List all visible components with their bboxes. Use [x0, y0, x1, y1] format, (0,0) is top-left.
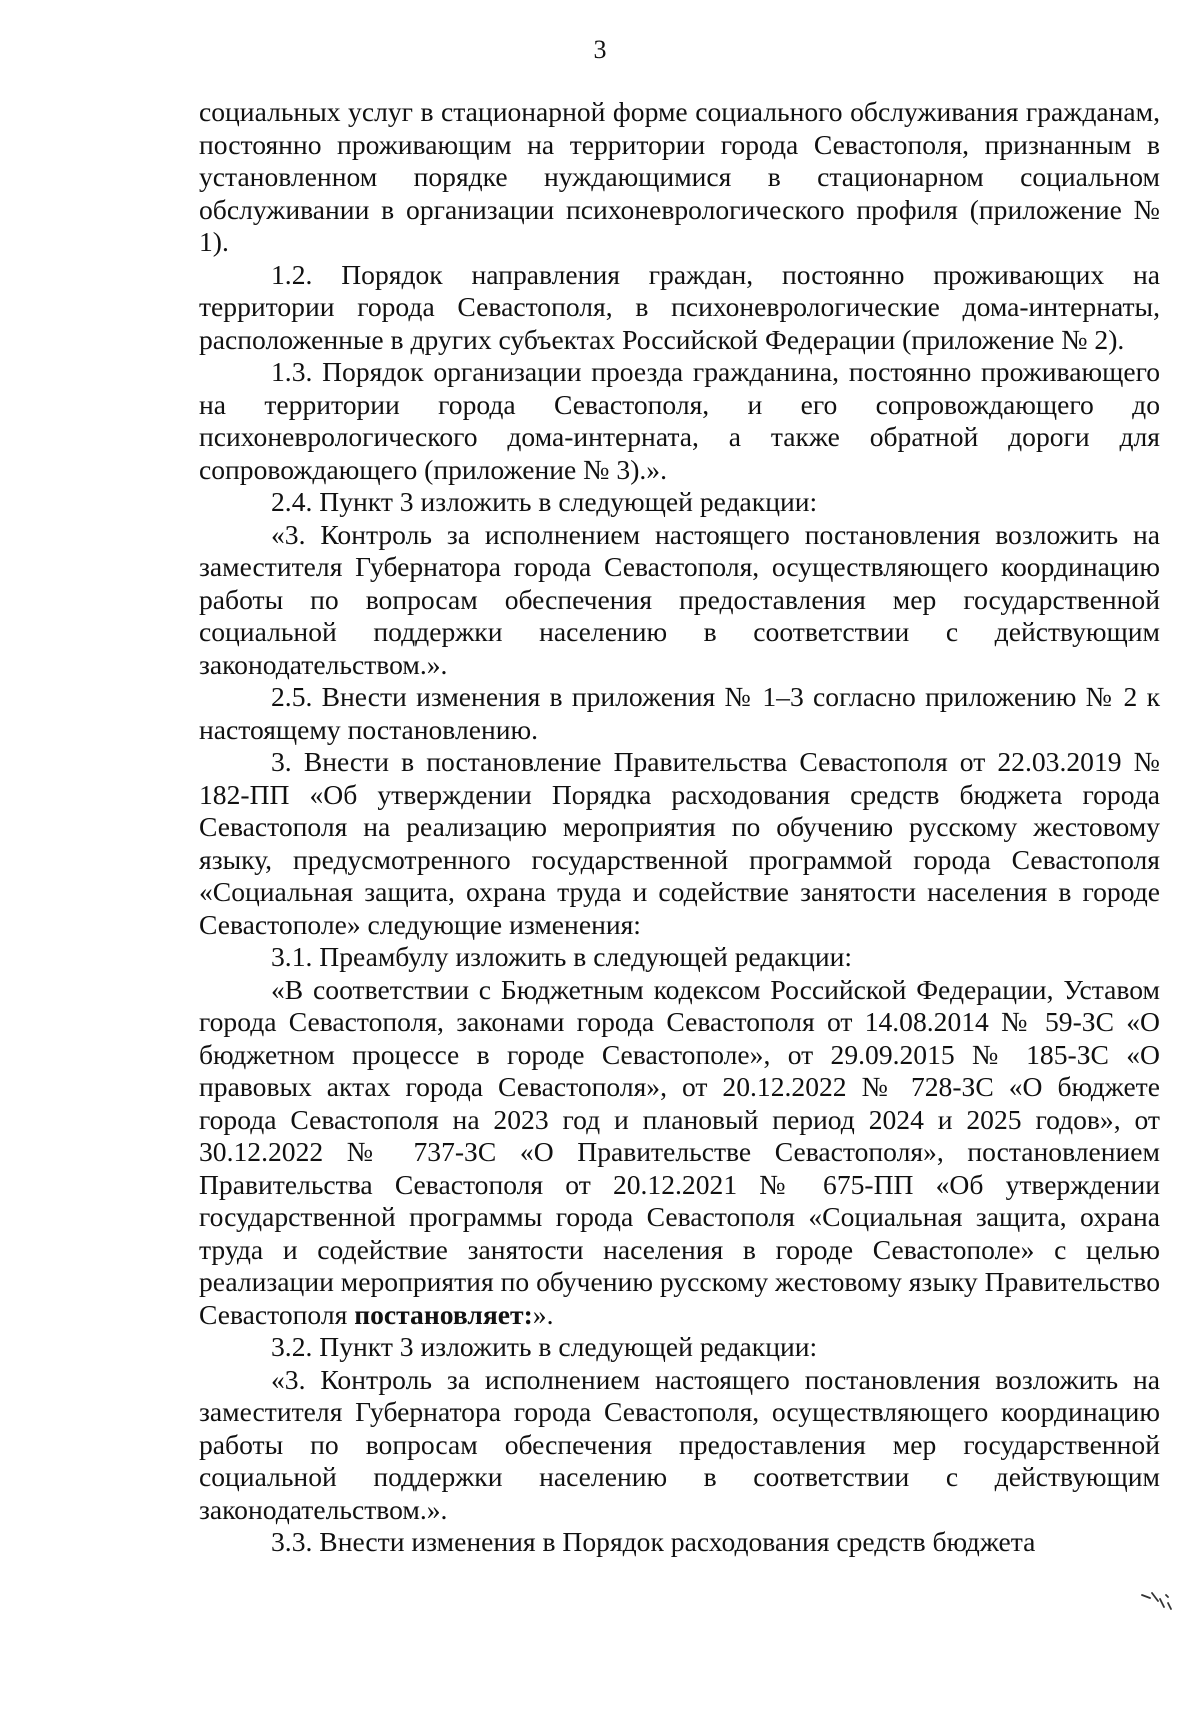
paragraph-item-3-3: 3.3. Внести изменения в Порядок расходования средств бюджета [271, 1526, 1036, 1557]
paragraph-continuation: социальных услуг в стационарной форме социального обслуживания гражданам, постоянно проживающим на территории города Севастополя, признанным в установленном порядке нуждающимися в стационарном социальном обслуживании в организации психоневрологического профиля (приложение № 1). [199, 96, 1160, 257]
document-body [199, 96, 1160, 1559]
paragraph-item-2-4: 2.4. Пункт 3 изложить в следующей редакции: [271, 486, 818, 517]
paragraph-item-1-2: 1.2. Порядок направления граждан, постоянно проживающих на территории города Севастополя, в психоневрологические дома-интернаты, расположенные в других субъектах Российской Федерации (приложение № 2). [199, 258, 1160, 355]
paragraph-quote-control-1: «3. Контроль за исполнением настоящего постановления возложить на заместителя Губернатора города Севастополя, осуществляющего координацию работы по вопросам обеспечения предоставления мер государственной социальной поддержки населению в соответствии с действующим законодательством.». [199, 518, 1160, 680]
paragraph-item-3-1: 3.1. Преамбулу изложить в следующей редакции: [271, 941, 853, 972]
paragraph-item-2-5: 2.5. Внести изменения в приложения № 1–3 согласно приложению № 2 к настоящему постановлению. [199, 681, 1160, 745]
preamble-bold-word: постановляет: [354, 1298, 533, 1330]
page-number: 3 [593, 35, 607, 64]
preamble-text: «В соответствии с Бюджетным кодексом Российской Федерации, Уставом города Севастополя, законами города Севастополя от 14.08.2014 № 59-ЗС «О бюджетном процессе в городе Севастополе», от 29.09.2015 № 185-ЗС «О правовых актах города Севастополя», от 20.12.2022 № 728-ЗС «О бюджете города Севастополя на 2023 год и плановый период 2024 и 2025 годов», от 30.12.2022 № 737-ЗС «О Правительстве Севастополя», постановлением Правительства Севастополя от 20.12.2021 № 675-ПП «Об утверждении государственной программы города Севастополя «Социальная защита, охрана труда и содействие занятости населения в городе Севастополе» с целью реализации мероприятия по обучению русскому жестовому языку Правительство Севастополя [199, 973, 1160, 1330]
preamble-closing-quote: ». [532, 1298, 554, 1330]
paragraph-quote-control-2: «3. Контроль за исполнением настоящего постановления возложить на заместителя Губернатора города Севастополя, осуществляющего координацию работы по вопросам обеспечения предоставления мер государственной социальной поддержки населению в соответствии с действующим законодательством.». [199, 1363, 1160, 1525]
paragraph-preamble [199, 974, 1160, 1332]
paragraph-item-3: 3. Внести в постановление Правительства Севастополя от 22.03.2019 № 182-ПП «Об утверждении Порядка расходования средств бюджета города Севастополя на реализацию мероприятия по обучению русскому жестовому языку, предусмотренного государственной программой города Севастополя «Социальная защита, охрана труда и содействие занятости населения в городе Севастополе» следующие изменения: [199, 746, 1160, 940]
paragraph-item-3-2: 3.2. Пункт 3 изложить в следующей редакции: [271, 1331, 818, 1362]
scan-artifact-mark [1138, 1585, 1178, 1615]
paragraph-item-1-3: 1.3. Порядок организации проезда гражданина, постоянно проживающего на территории города Севастополя, и его сопровождающего до психоневрологического дома-интерната, а также обратной дороги для сопровождающего (приложение № 3).». [199, 356, 1160, 485]
